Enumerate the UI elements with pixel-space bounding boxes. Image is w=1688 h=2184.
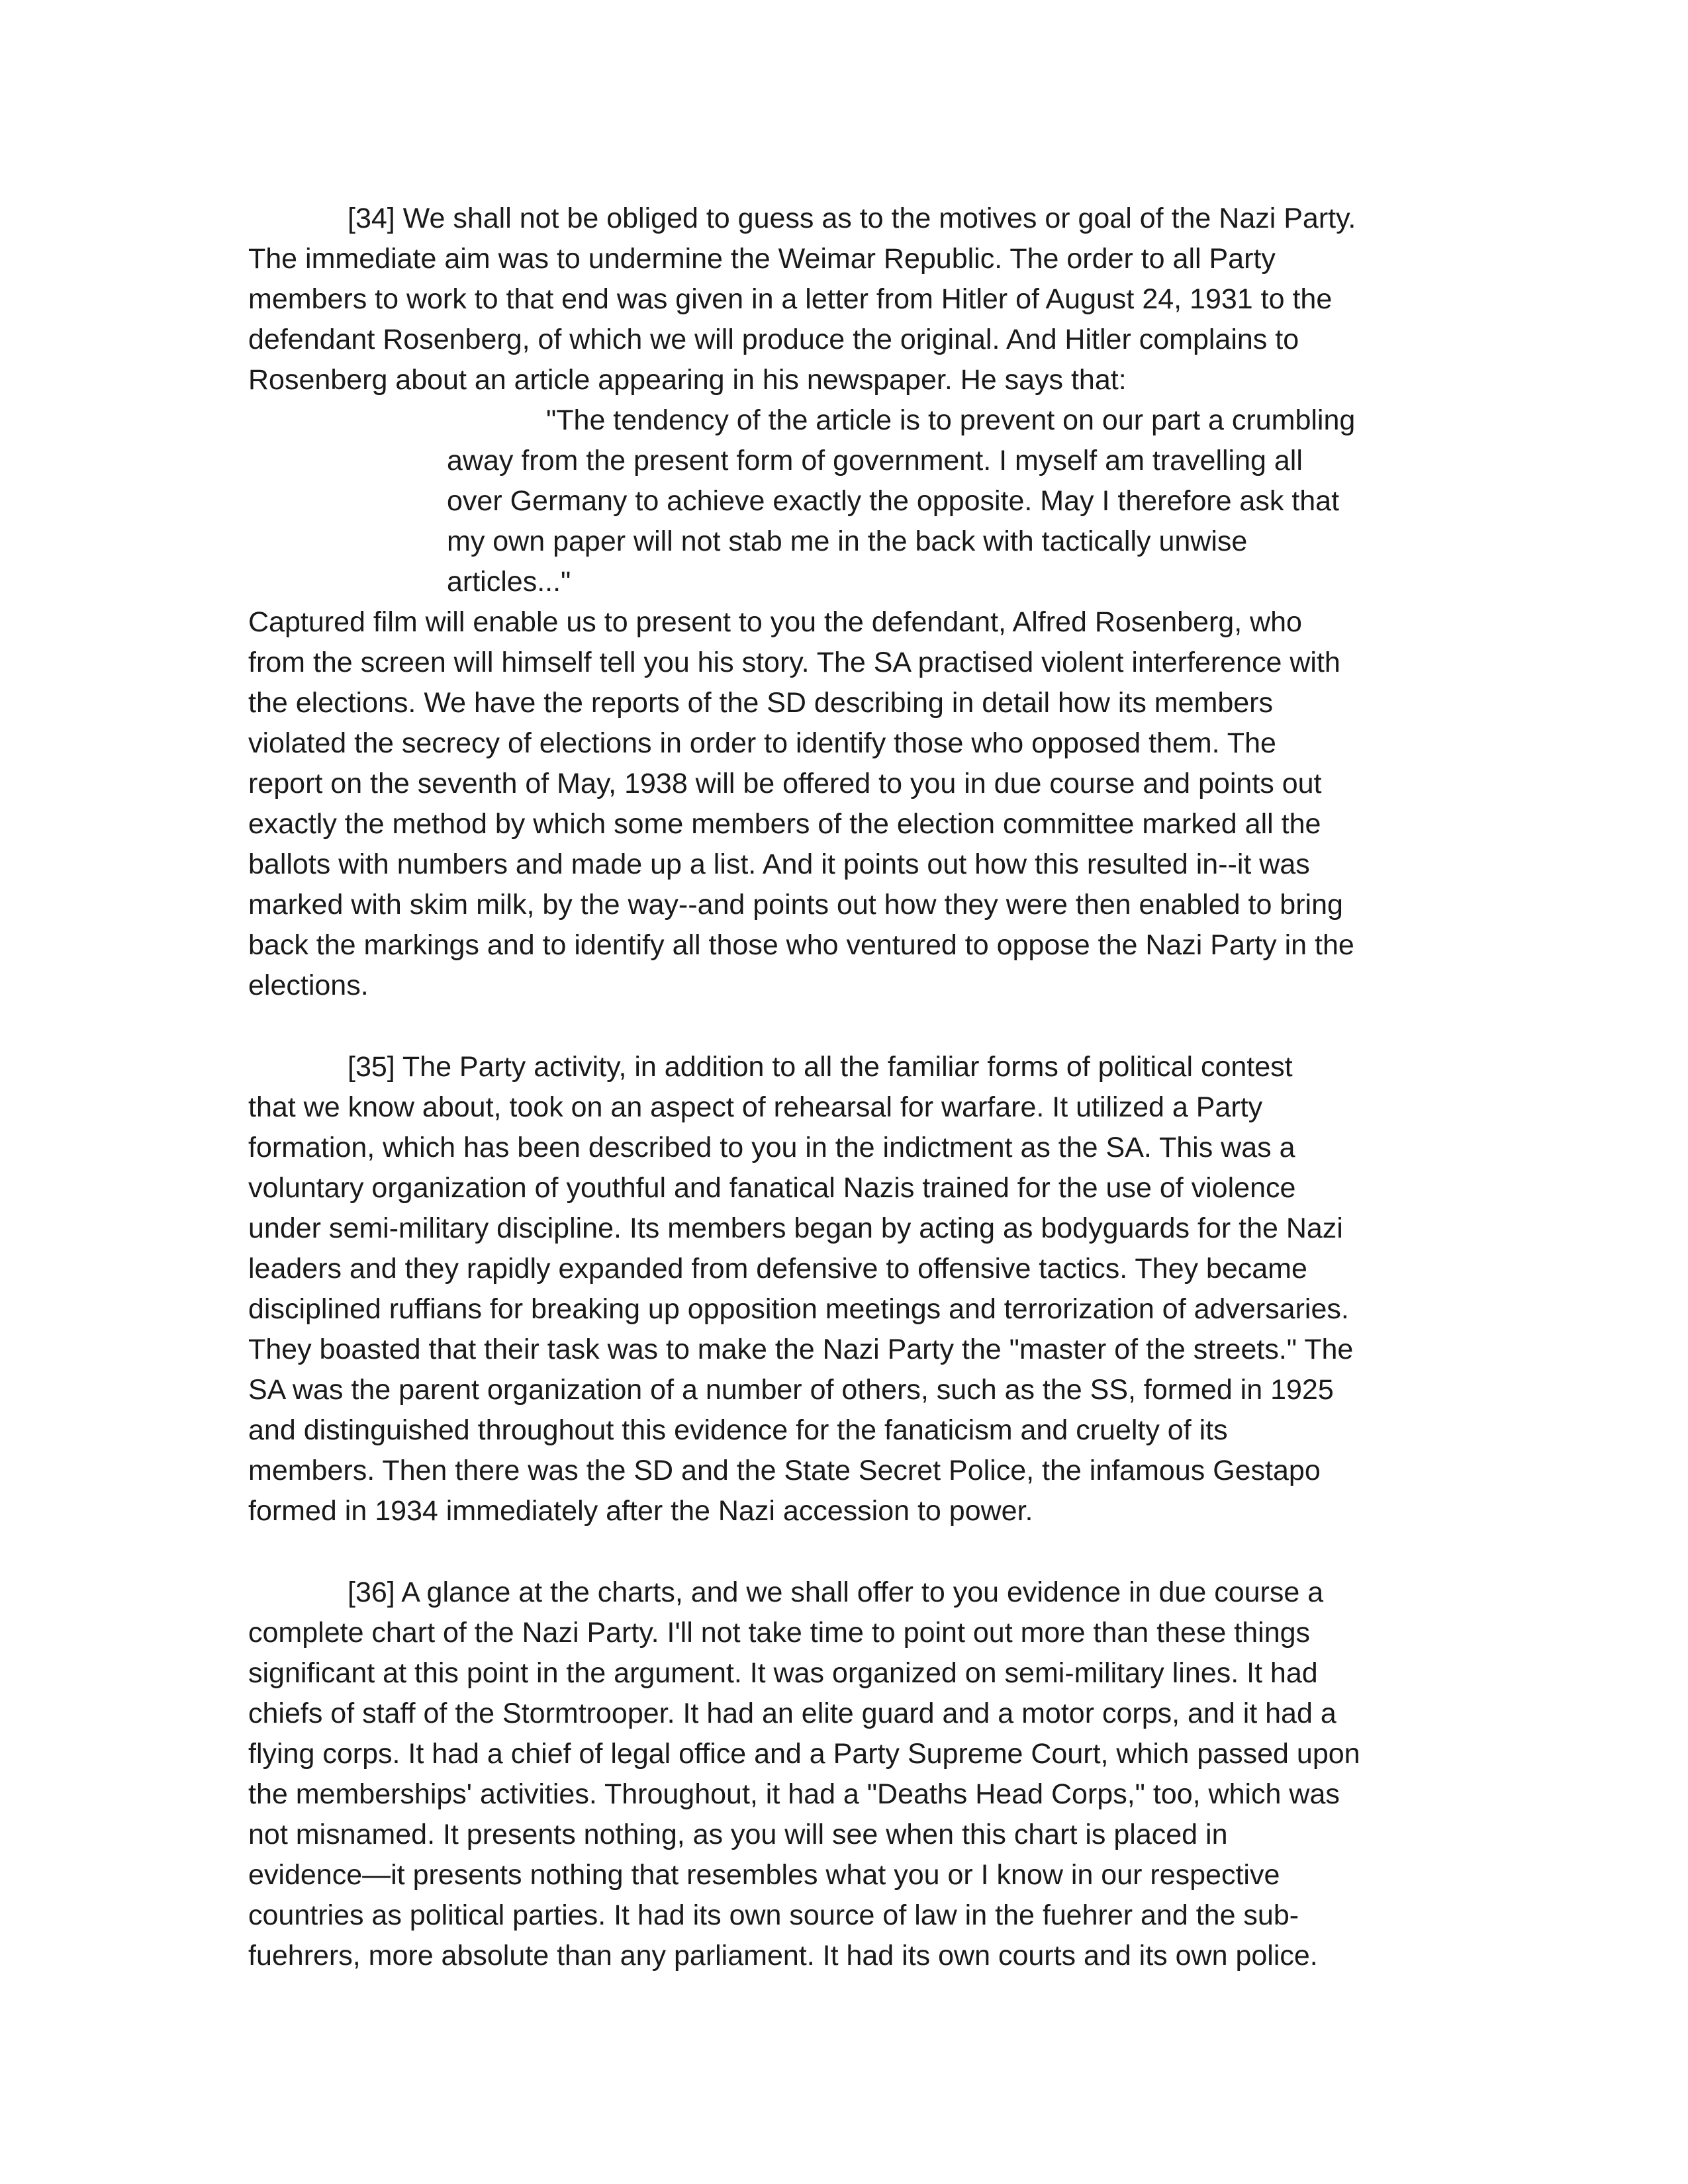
text-line: countries as political parties. It had its own source of law in the fuehrer and the sub-: [248, 1899, 1299, 1931]
text-line: complete chart of the Nazi Party. I'll not take time to point out more than these things: [248, 1617, 1311, 1649]
text-line: The immediate aim was to undermine the Weimar Republic. The order to all Party: [248, 243, 1276, 275]
paragraph-35: [248, 1047, 1450, 1531]
text-line: Rosenberg about an article appearing in his newspaper. He says that:: [248, 364, 1127, 396]
text-line: Captured film will enable us to present to you the defendant, Alfred Rosenberg, who: [248, 606, 1302, 638]
text-line: under semi-military discipline. Its members began by acting as bodyguards for the Nazi: [248, 1212, 1343, 1244]
text-line: report on the seventh of May, 1938 will be offered to you in due course and points out: [248, 768, 1322, 799]
text-line: evidence—it presents nothing that resembles what you or I know in our respective: [248, 1859, 1280, 1891]
text-line: voluntary organization of youthful and fanatical Nazis trained for the use of violence: [248, 1172, 1296, 1204]
quote-line: over Germany to achieve exactly the opposite. May I therefore ask that: [447, 485, 1340, 517]
text-line: violated the secrecy of elections in order to identify those who opposed them. The: [248, 727, 1276, 759]
text-line: defendant Rosenberg, of which we will produce the original. And Hitler complains to: [248, 324, 1299, 355]
text-line: exactly the method by which some members of the election committee marked all the: [248, 808, 1321, 840]
text-line: formation, which has been described to you in the indictment as the SA. This was a: [248, 1132, 1295, 1163]
text-line: fuehrers, more absolute than any parliament. It had its own courts and its own police.: [248, 1940, 1318, 1972]
text-line: disciplined ruffians for breaking up opposition meetings and terrorization of adversaries.: [248, 1293, 1349, 1325]
text-line: chiefs of staff of the Stormtrooper. It had an elite guard and a motor corps, and it had a: [248, 1698, 1336, 1729]
text-line: members. Then there was the SD and the State Secret Police, the infamous Gestapo: [248, 1455, 1321, 1486]
text-line: formed in 1934 immediately after the Nazi accession to power.: [248, 1495, 1033, 1527]
text-line: members to work to that end was given in a letter from Hitler of August 24, 1931 to the: [248, 283, 1333, 315]
quote-line: away from the present form of government. I myself am travelling all: [447, 445, 1303, 477]
text-line: [34] We shall not be obliged to guess as to the motives or goal of the Nazi Party.: [348, 203, 1356, 234]
text-line: flying corps. It had a chief of legal office and a Party Supreme Court, which passed upon: [248, 1738, 1360, 1770]
paragraph-36: [248, 1572, 1450, 1976]
paragraph-34: [248, 199, 1450, 1006]
text-line: not misnamed. It presents nothing, as you will see when this chart is placed in: [248, 1819, 1228, 1850]
text-line: SA was the parent organization of a number of others, such as the SS, formed in 1925: [248, 1374, 1334, 1406]
text-line: and distinguished throughout this evidence for the fanaticism and cruelty of its: [248, 1414, 1228, 1446]
quote-line: my own paper will not stab me in the back with tactically unwise: [447, 525, 1248, 557]
text-line: marked with skim milk, by the way--and points out how they were then enabled to bring: [248, 889, 1343, 921]
text-line: that we know about, took on an aspect of rehearsal for warfare. It utilized a Party: [248, 1091, 1263, 1123]
text-line: ballots with numbers and made up a list. And it points out how this resulted in--it was: [248, 848, 1310, 880]
text-line: leaders and they rapidly expanded from defensive to offensive tactics. They became: [248, 1253, 1307, 1285]
text-line: elections.: [248, 970, 369, 1001]
text-line: from the screen will himself tell you his story. The SA practised violent interference with: [248, 647, 1340, 678]
text-line: significant at this point in the argument. It was organized on semi-military lines. It had: [248, 1657, 1318, 1689]
text-line: back the markings and to identify all those who ventured to oppose the Nazi Party in the: [248, 929, 1354, 961]
quote-line: "The tendency of the article is to prevent on our part a crumbling: [546, 404, 1356, 436]
text-line: the elections. We have the reports of the SD describing in detail how its members: [248, 687, 1273, 719]
quote-line: articles...": [447, 566, 571, 598]
text-line: the memberships' activities. Throughout, it had a "Deaths Head Corps," too, which was: [248, 1778, 1340, 1810]
block-quote: [248, 400, 1450, 602]
text-line: [35] The Party activity, in addition to all the familiar forms of political contest: [348, 1051, 1293, 1083]
text-line: They boasted that their task was to make the Nazi Party the "master of the streets." The: [248, 1334, 1354, 1365]
text-line: [36] A glance at the charts, and we shall offer to you evidence in due course a: [348, 1576, 1324, 1608]
